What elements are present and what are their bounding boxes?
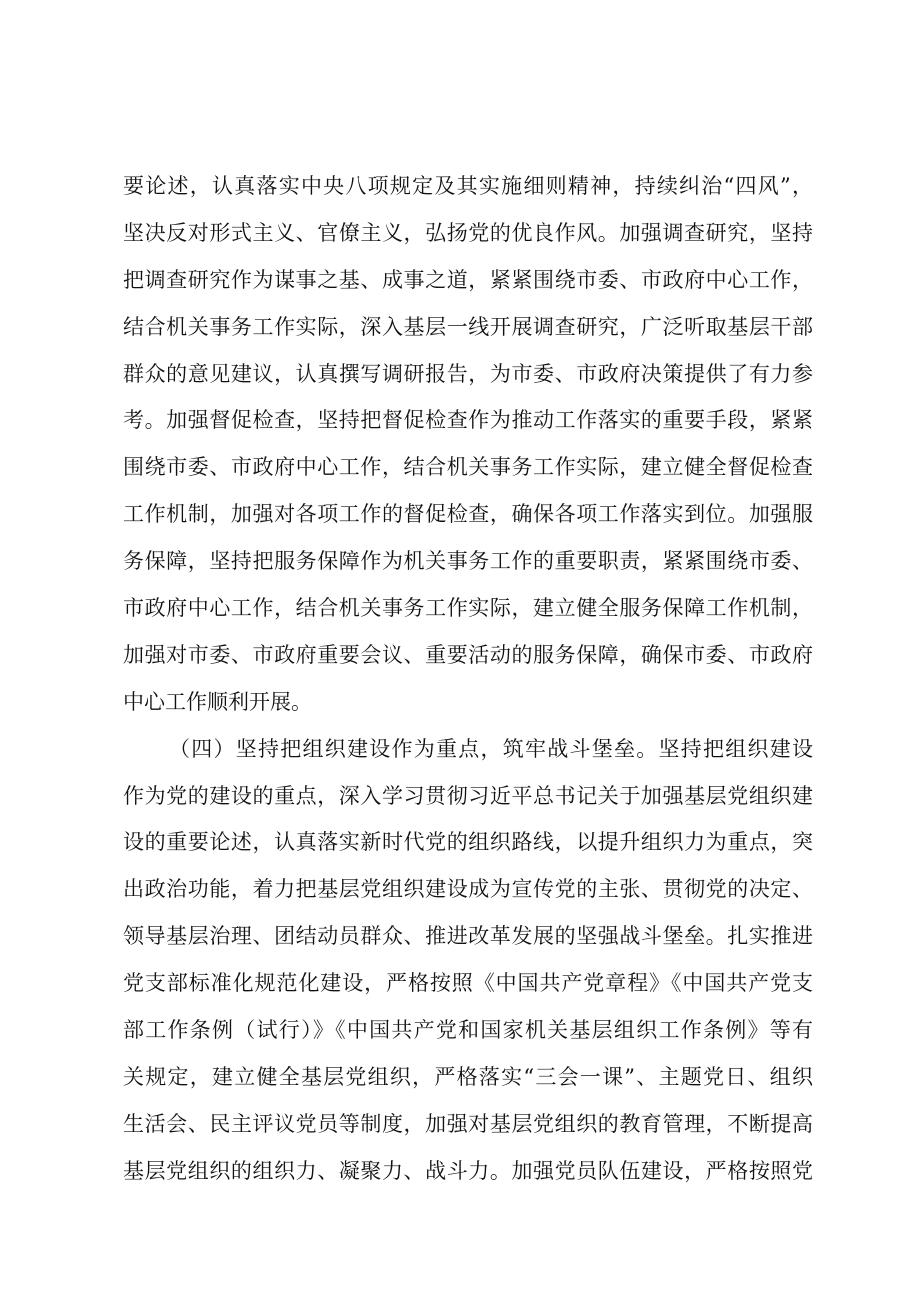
text-line: 市政府中心工作，结合机关事务工作实际，建立健全服务保障工作机制，	[123, 596, 813, 621]
section-heading-line: （四）坚持把组织建设作为重点，筑牢战斗堡垒。坚持把组织建设	[169, 736, 813, 761]
text-line: 部工作条例（试行）》《中国共产党和国家机关基层组织工作条例》等有	[123, 1018, 813, 1043]
text-line: 考。加强督促检查，坚持把督促检查作为推动工作落实的重要手段，紧紧	[123, 408, 813, 433]
text-line: 出政治功能，着力把基层党组织建设成为宣传党的主张、贯彻党的决定、	[123, 877, 813, 902]
text-line: 关规定，建立健全基层党组织，严格落实“三会一课”、主题党日、组织	[123, 1064, 813, 1089]
text-line: 坚决反对形式主义、官僚主义，弘扬党的优良作风。加强调查研究，坚持	[123, 220, 813, 245]
text-line: 工作机制，加强对各项工作的督促检查，确保各项工作落实到位。加强服	[123, 502, 813, 527]
text-line: 群众的意见建议，认真撰写调研报告，为市委、市政府决策提供了有力参	[123, 361, 813, 386]
text-line: 围绕市委、市政府中心工作，结合机关事务工作实际，建立健全督促检查	[123, 455, 813, 480]
text-line: 党支部标准化规范化建设，严格按照《中国共产党章程》《中国共产党支	[123, 971, 813, 996]
text-line: 设的重要论述，认真落实新时代党的组织路线，以提升组织力为重点，突	[123, 830, 813, 855]
text-line: 生活会、民主评议党员等制度，加强对基层党组织的教育管理，不断提高	[123, 1111, 813, 1136]
text-line: 把调查研究作为谋事之基、成事之道，紧紧围绕市委、市政府中心工作，	[123, 267, 813, 292]
text-line: 领导基层治理、团结动员群众、推进改革发展的坚强战斗堡垒。扎实推进	[123, 924, 813, 949]
text-line: 结合机关事务工作实际，深入基层一线开展调查研究，广泛听取基层干部	[123, 314, 813, 339]
text-line: 中心工作顺利开展。	[123, 689, 312, 714]
body-text	[123, 163, 813, 1195]
paragraph-2	[123, 726, 813, 1195]
paragraph-1	[123, 163, 813, 726]
text-line: 要论述，认真落实中央八项规定及其实施细则精神，持续纠治“四风”，	[123, 174, 813, 198]
text-line: 务保障，坚持把服务保障作为机关事务工作的重要职责，紧紧围绕市委、	[123, 549, 813, 574]
text-line: 基层党组织的组织力、凝聚力、战斗力。加强党员队伍建设，严格按照党	[123, 1158, 813, 1183]
text-line: 作为党的建设的重点，深入学习贯彻习近平总书记关于加强基层党组织建	[123, 783, 813, 808]
text-line: 加强对市委、市政府重要会议、重要活动的服务保障，确保市委、市政府	[123, 642, 813, 667]
